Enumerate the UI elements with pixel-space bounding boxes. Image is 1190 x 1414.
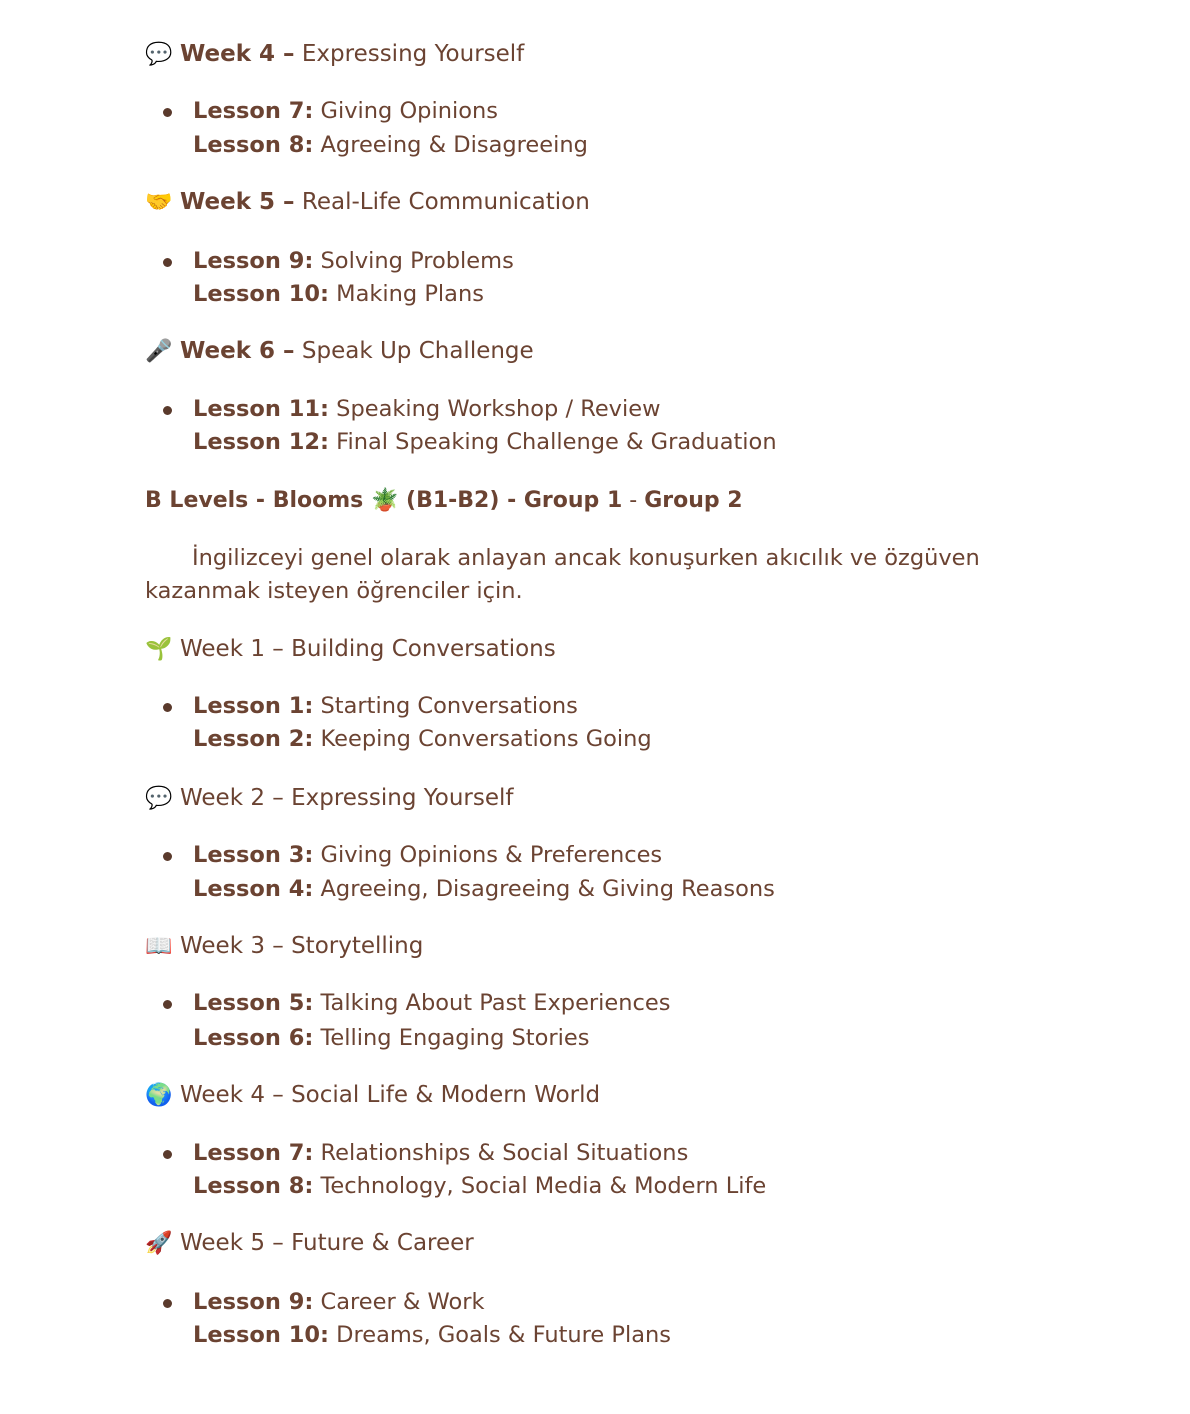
lesson-title: Giving Opinions — [320, 98, 498, 124]
open-book-icon: 📖 — [145, 934, 173, 959]
lesson-label: Lesson 9: — [193, 1289, 314, 1315]
week-heading — [145, 39, 524, 70]
section-heading-part1: B Levels - Blooms — [145, 488, 364, 513]
lesson-label: Lesson 11: — [193, 396, 329, 422]
week-title: Speak Up Challenge — [301, 338, 534, 364]
section-intro: İngilizceyi genel olarak anlayan ancak konuşurken akıcılık ve özgüven kazanmak isteyen öğrenciler için. — [145, 545, 980, 604]
week-heading — [145, 1228, 474, 1259]
lesson-item — [193, 724, 652, 754]
week-title: Week 1 – Building Conversations — [180, 636, 556, 662]
week-title: Week 5 – Future & Career — [180, 1230, 474, 1256]
lesson-item — [193, 96, 498, 126]
week-title: Real-Life Communication — [301, 189, 590, 215]
week-title: Week 2 – Expressing Yourself — [180, 785, 514, 811]
lesson-item — [193, 1320, 671, 1350]
lesson-label: Lesson 7: — [193, 1140, 314, 1166]
bullet-icon — [163, 852, 172, 861]
lesson-label: Lesson 10: — [193, 281, 329, 307]
speech-bubble-icon: 💬 — [145, 786, 173, 811]
lesson-title: Telling Engaging Stories — [320, 1025, 590, 1051]
lesson-label: Lesson 6: — [193, 1025, 314, 1051]
week-heading — [145, 336, 534, 367]
lesson-title: Technology, Social Media & Modern Life — [320, 1173, 767, 1199]
lesson-title: Keeping Conversations Going — [320, 726, 652, 752]
bullet-icon — [163, 406, 172, 415]
lesson-item — [193, 1023, 589, 1053]
lesson-item — [193, 130, 588, 160]
potted-plant-icon: 🪴 — [370, 488, 399, 513]
handshake-icon: 🤝 — [145, 190, 173, 215]
lesson-title: Relationships & Social Situations — [320, 1140, 689, 1166]
bullet-icon — [163, 1150, 172, 1159]
bullet-icon — [163, 1000, 172, 1009]
globe-icon: 🌍 — [145, 1083, 173, 1108]
lesson-item — [193, 1287, 485, 1317]
lesson-title: Speaking Workshop / Review — [336, 396, 661, 422]
lesson-item — [193, 988, 670, 1018]
section-heading-part2: (B1-B2) - Group 1 — [406, 488, 623, 513]
lesson-label: Lesson 1: — [193, 693, 314, 719]
lesson-label: Lesson 5: — [193, 990, 314, 1016]
lesson-label: Lesson 12: — [193, 429, 329, 455]
lesson-label: Lesson 10: — [193, 1322, 329, 1348]
lesson-title: Solving Problems — [320, 248, 514, 274]
week-label: Week 5 – — [180, 189, 295, 215]
lesson-title: Agreeing, Disagreeing & Giving Reasons — [320, 876, 775, 902]
bullet-icon — [163, 703, 172, 712]
lesson-label: Lesson 3: — [193, 842, 314, 868]
rocket-icon: 🚀 — [145, 1231, 173, 1256]
lesson-item — [193, 840, 662, 870]
lesson-item — [193, 874, 775, 904]
lesson-title: Career & Work — [320, 1289, 485, 1315]
week-heading — [145, 187, 590, 218]
lesson-item — [193, 427, 777, 457]
week-label: Week 4 – — [180, 41, 295, 67]
speech-bubble-icon: 💬 — [145, 42, 173, 67]
seedling-icon: 🌱 — [145, 637, 173, 662]
lesson-item — [193, 394, 661, 424]
lesson-label: Lesson 8: — [193, 1173, 314, 1199]
lesson-label: Lesson 7: — [193, 98, 314, 124]
week-label: Week 6 – — [180, 338, 295, 364]
lesson-label: Lesson 9: — [193, 248, 314, 274]
week-heading — [145, 1080, 600, 1111]
week-heading — [145, 783, 514, 814]
lesson-item — [193, 279, 484, 309]
lesson-title: Agreeing & Disagreeing — [320, 132, 588, 158]
section-heading-separator: - — [622, 488, 645, 513]
microphone-icon: 🎤 — [145, 339, 173, 364]
section-heading — [145, 486, 743, 516]
lesson-item — [193, 1171, 766, 1201]
week-title: Week 3 – Storytelling — [180, 933, 424, 959]
week-title: Expressing Yourself — [301, 41, 525, 67]
week-title: Week 4 – Social Life & Modern World — [180, 1082, 601, 1108]
lesson-label: Lesson 4: — [193, 876, 314, 902]
bullet-icon — [163, 108, 172, 117]
week-heading — [145, 634, 556, 665]
bullet-icon — [163, 1299, 172, 1308]
lesson-item — [193, 1138, 688, 1168]
lesson-title: Starting Conversations — [320, 693, 578, 719]
section-heading-part3: Group 2 — [644, 488, 743, 513]
lesson-title: Making Plans — [336, 281, 484, 307]
week-heading — [145, 931, 423, 962]
lesson-title: Talking About Past Experiences — [320, 990, 671, 1016]
lesson-title: Giving Opinions & Preferences — [320, 842, 663, 868]
lesson-title: Dreams, Goals & Future Plans — [336, 1322, 672, 1348]
bullet-icon — [163, 258, 172, 267]
lesson-title: Final Speaking Challenge & Graduation — [336, 429, 777, 455]
lesson-item — [193, 691, 578, 721]
lesson-label: Lesson 8: — [193, 132, 314, 158]
lesson-item — [193, 246, 514, 276]
lesson-label: Lesson 2: — [193, 726, 314, 752]
